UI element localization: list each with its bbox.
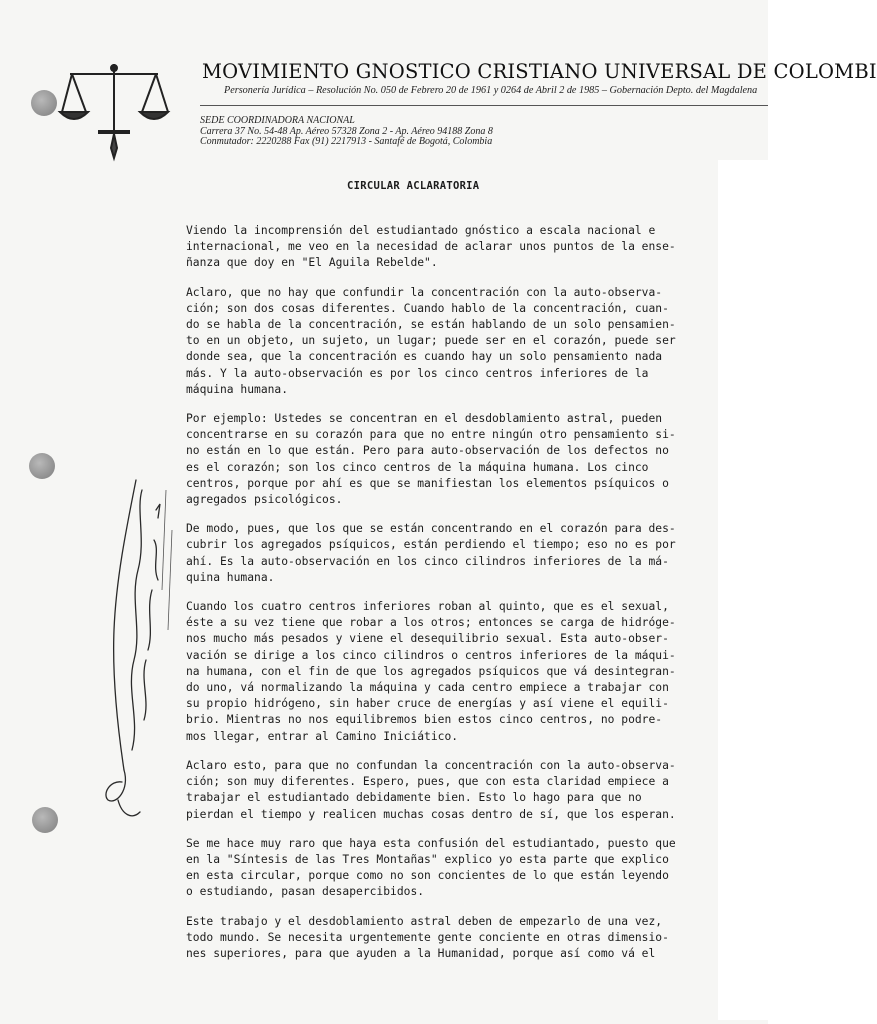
text-line: éste a su vez tiene que robar a los otros; entonces se carga de hidróge-: [186, 616, 676, 630]
punch-hole-middle: [29, 453, 55, 479]
text-line: en la "Síntesis de las Tres Montañas" explico yo esta parte que explico: [186, 852, 669, 866]
letter-body: [186, 223, 706, 975]
text-line: Cuando los cuatro centros inferiores roban al quinto, que es el sexual,: [186, 600, 669, 614]
text-line: brio. Mientras no nos equilibremos bien estos cinco centros, no podre-: [186, 713, 663, 727]
text-line: De modo, pues, que los que se están concentrando en el corazón para des-: [186, 522, 676, 536]
office-address-line: Carrera 37 No. 54-48 Ap. Aéreo 57328 Zona 2 - Ap. Aéreo 94188 Zona 8: [200, 125, 493, 137]
paragraph: [186, 836, 706, 901]
organization-name: MOVIMIENTO GNOSTICO CRISTIANO UNIVERSAL DE COLOMBI: [202, 60, 877, 83]
paragraph: [186, 285, 706, 398]
paragraph: [186, 914, 706, 963]
text-line: su propio hidrógeno, sin haber cruce de energías y así viene el equili-: [186, 697, 669, 711]
legal-registration-line: Personería Jurídica – Resolución No. 050 de Febrero 20 de 1961 y 0264 de Abril 2 de 1985 – Gobernación Depto. del Magdalena: [224, 85, 758, 96]
paragraph: [186, 758, 706, 823]
text-line: trabajar el estudiantado debidamente bien. Esto lo hago para que no: [186, 791, 642, 805]
office-title: SEDE COORDINADORA NACIONAL: [200, 115, 355, 126]
text-line: nos mucho más pesados y viene el desequilibrio sexual. Esta auto-obser-: [186, 632, 669, 646]
text-line: cubrir los agregados psíquicos, están perdiendo el tiempo; eso no es por: [186, 538, 676, 552]
text-line: donde sea, que la concentración es cuando hay un solo pensamiento nada: [186, 350, 663, 364]
text-line: ñanza que doy en "El Aguila Rebelde".: [186, 256, 438, 270]
text-line: na humana, con el fin de que los agregados psíquicos que vá desintegran-: [186, 664, 676, 678]
text-line: do se habla de la concentración, se están hablando de un solo pensamien-: [186, 318, 676, 332]
text-line: en esta circular, porque como no son concientes de lo que están leyendo: [186, 869, 669, 883]
paragraph: [186, 599, 706, 745]
text-line: más. Y la auto-observación es por los cinco centros inferiores de la: [186, 366, 649, 380]
text-line: quina humana.: [186, 570, 275, 584]
punch-hole-bottom: [32, 807, 58, 833]
text-line: to en un objeto, un sujeto, un lugar; puede ser en el corazón, puede ser: [186, 334, 676, 348]
text-line: do uno, vá normalizando la máquina y cada centro empiece a trabajar con: [186, 681, 669, 695]
header-divider: [200, 105, 768, 106]
text-line: nes superiores, para que ayuden a la Humanidad, porque así como vá el: [186, 946, 656, 960]
office-contact-line: Conmutador: 2220288 Fax (91) 2217913 - Santafé de Bogotá, Colombia: [200, 136, 493, 147]
text-line: internacional, me veo en la necesidad de aclarar unos puntos de la ense-: [186, 240, 676, 254]
text-line: todo mundo. Se necesita urgentemente gente conciente en otras dimensio-: [186, 930, 669, 944]
office-address-block: [200, 116, 620, 148]
text-line: no están en lo que están. Pero para auto-observación de los defectos no: [186, 444, 669, 458]
scales-of-justice-icon: [58, 62, 170, 160]
text-line: Aclaro, que no hay que confundir la concentración con la auto-observa-: [186, 285, 663, 299]
text-line: Por ejemplo: Ustedes se concentran en el desdoblamiento astral, pueden: [186, 412, 663, 426]
text-line: concentrarse en su corazón para que no entre ningún otro pensamiento si-: [186, 428, 676, 442]
text-line: Aclaro esto, para que no confundan la concentración con la auto-observa-: [186, 758, 676, 772]
text-line: ción; son dos cosas diferentes. Cuando hablo de la concentración, cuan-: [186, 301, 669, 315]
handwritten-signature: [96, 470, 178, 830]
paragraph: [186, 411, 706, 508]
text-line: o estudiando, pasan desapercibidos.: [186, 885, 425, 899]
text-line: es el corazón; son los cinco centros de la máquina humana. Los cinco: [186, 460, 649, 474]
text-line: centros, porque por ahí es que se manifiestan los elementos psíquicos o: [186, 476, 669, 490]
page-margin-right: [718, 160, 768, 1020]
text-line: Viendo la incomprensión del estudiantado gnóstico a escala nacional e: [186, 224, 656, 237]
paragraph: [186, 223, 706, 272]
circular-title: CIRCULAR ACLARATORIA: [347, 180, 480, 192]
text-line: agregados psicológicos.: [186, 493, 343, 507]
text-line: ción; son muy diferentes. Espero, pues, que con esta claridad empiece a: [186, 775, 669, 789]
text-line: ahí. Es la auto-observación en los cinco cilindros inferiores de la má-: [186, 554, 669, 568]
paragraph: [186, 521, 706, 586]
text-line: Este trabajo y el desdoblamiento astral deben de empezarlo de una vez,: [186, 914, 663, 928]
text-line: mos llegar, entrar al Camino Iniciático.: [186, 729, 459, 743]
text-line: máquina humana.: [186, 382, 289, 396]
text-line: vación se dirige a los cinco cilindros o centros inferiores de la máqui-: [186, 648, 676, 662]
text-line: Se me hace muy raro que haya esta confusión del estudiantado, puesto que: [186, 836, 676, 850]
punch-hole-top: [31, 90, 57, 116]
text-line: pierdan el tiempo y realicen muchas cosas dentro de sí, que los esperan.: [186, 807, 676, 821]
